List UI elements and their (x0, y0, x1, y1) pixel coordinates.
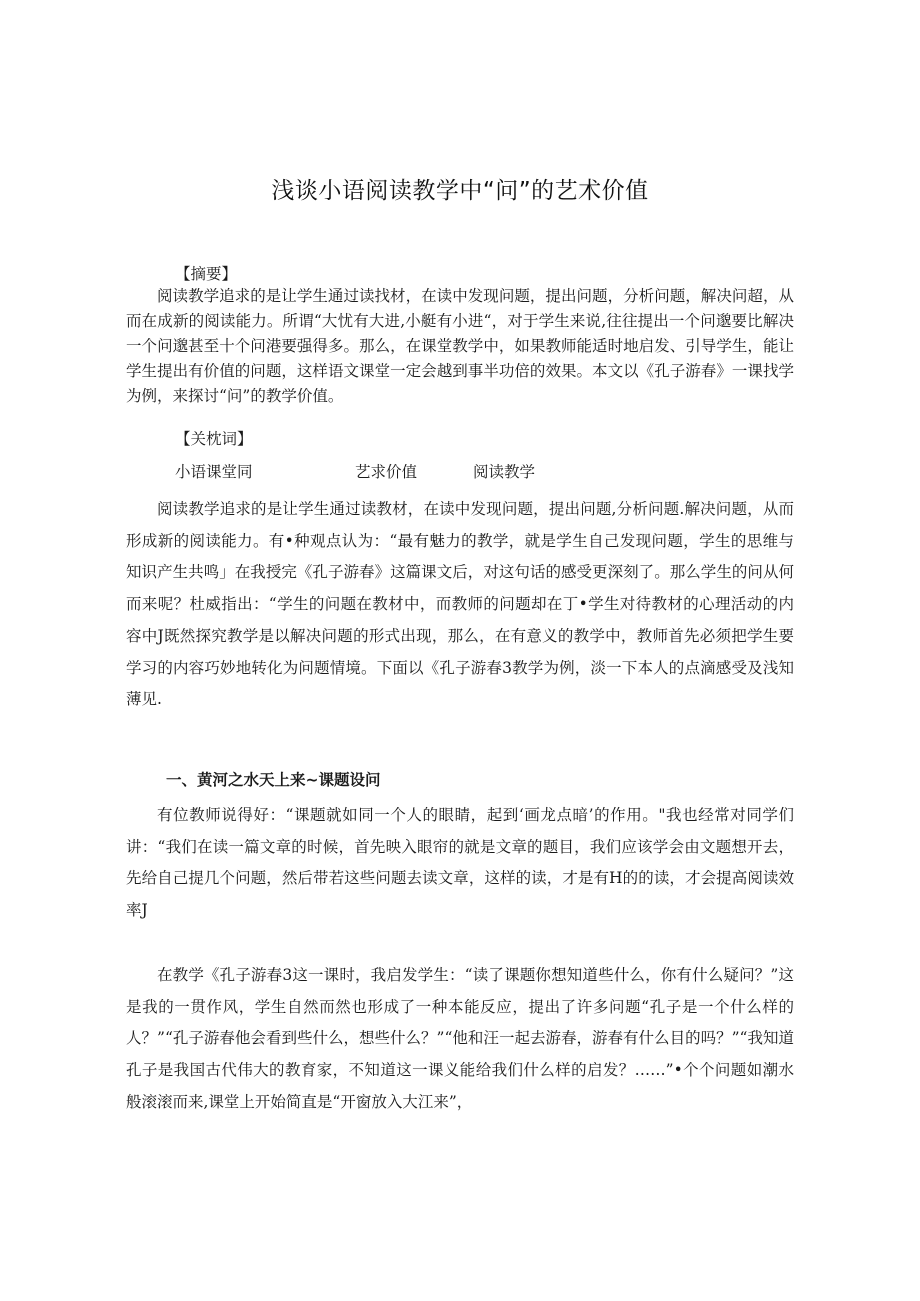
keyword-item: 小语课堂同 (175, 463, 253, 481)
keywords-label: 【关枕词】 (175, 430, 253, 448)
keyword-item: 阅读教学 (473, 463, 536, 481)
intro-paragraph: 阅读教学追求的是让学生通过读教材，在读中发现问题，提出问题,分析问题.解决问题，从而形成新的阅读能力。有•种观点认为：“最有魅力的教学，就是学生自己发现问题，学生的思维与知识产生共鸣」在我授完《孔子游春》这篇课文后，对这句话的感受更深刻了。那么学生的问从何而来呢？杜威指出：“学生的问题在教材中，而教师的问题却在丁•学生对待教材的心理活动的内容中J既然探究教学是以解决问题的形式出现，那么，在有意义的教学中，教师首先必须把学生要学习的内容巧妙地转化为问题情境。下面以《孔子游春3教学为例，淡一下本人的点滴感受及浅知薄见. (126, 500, 794, 709)
section-paragraph: 在教学《孔子游春3这一课时，我启发学生：“读了课题你想知道些什么，你有什么疑问？”这是我的一贯作风，学生自然而然也形成了一种本能反应，提出了许多问题“孔子是一个什么样的人？”“孔子游春他会看到些什么，想些什么？”“他和汪一起去游春，游春有什么目的吗？”“我知道孔子是我国古代伟大的教育家，不知道这一课义能给我们什么样的启发？……”•个个问题如潮水般滚滚而来,课堂上开始简直是“开窗放入大江来”， (126, 966, 794, 1111)
keyword-item: 艺求价值 (355, 463, 418, 481)
abstract-label: 【摘要】 (175, 265, 238, 283)
section-heading: 一、黄河之水天上来~课题设问 (166, 771, 381, 789)
section-paragraph: 有位教师说得好：“课题就如同一个人的眼睛，起到‘画龙点暗’的作用。"我也经常对同学们讲：“我们在读一篇文章的时候，首先映入眼帘的就是文章的题目，我们应该学会由文题想开去，先给自己提几个问题，然后带若这些问题去读文章，这样的读，才是有H的的读，才会提高阅读效率J (126, 806, 794, 920)
document-title: 浅谈小语阅读教学中“问”的艺术价值 (271, 178, 649, 204)
abstract-paragraph: 阅读教学追求的是让学生通过读找材，在读中发现问题，提出问题，分析问题，解决问超，从而在成新的阅读能力。所谓“大忧有大进,小艇有小进“，对于学生来说,往往提出一个问邈要比解决一个问邈甚至十个问港要强得多。那么，在课堂教学中，如果教师能适时地启发、引导学生，能让学生提出有价值的问题，这样语文课堂一定会越到事半功倍的效果。本文以《孔子游春》一课找学为例，来探讨“问”的教学价值。 (126, 287, 794, 405)
